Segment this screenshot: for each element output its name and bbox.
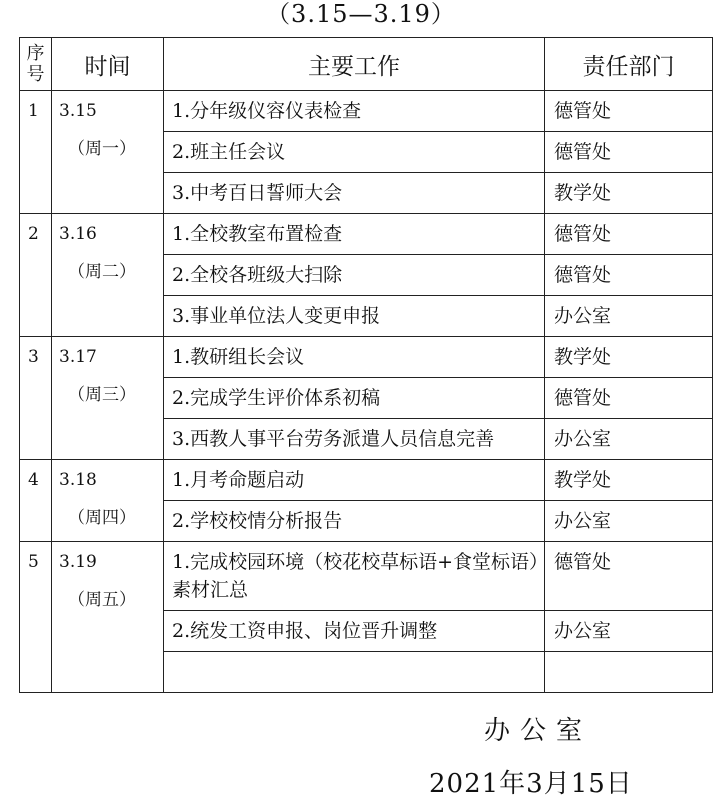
header-work: 主要工作	[164, 38, 545, 91]
footer-date: 2021年3月15日	[429, 769, 633, 799]
task-department: 德管处	[545, 214, 713, 255]
task-text: 2.学校校情分析报告	[164, 501, 545, 542]
day-time-cell	[52, 542, 164, 693]
task-department: 教学处	[545, 337, 713, 378]
task-department: 办公室	[545, 296, 713, 337]
day-date: 3.15	[59, 101, 97, 121]
weekly-schedule-table	[19, 37, 713, 693]
day-weekday: （周四）	[68, 508, 136, 528]
task-text: 3.事业单位法人变更申报	[164, 296, 545, 337]
table-row	[20, 542, 713, 611]
header-time: 时间	[52, 38, 164, 91]
schedule-body	[20, 91, 713, 693]
day-time-cell	[52, 460, 164, 542]
day-date: 3.19	[59, 552, 97, 572]
task-department: 教学处	[545, 173, 713, 214]
schedule-title: （3.15—3.19）	[266, 0, 456, 28]
table-row	[20, 337, 713, 378]
task-text: 2.完成学生评价体系初稿	[164, 378, 545, 419]
day-weekday: （周三）	[68, 385, 136, 405]
day-time-cell	[52, 214, 164, 337]
day-number: 2	[20, 214, 52, 337]
task-text: 1.全校教室布置检查	[164, 214, 545, 255]
task-text: 2.全校各班级大扫除	[164, 255, 545, 296]
header-dept: 责任部门	[545, 38, 713, 91]
day-date: 3.16	[59, 224, 97, 244]
task-text: 1.分年级仪容仪表检查	[164, 91, 545, 132]
day-weekday: （周一）	[68, 139, 136, 159]
table-row	[20, 91, 713, 132]
task-department: 教学处	[545, 460, 713, 501]
day-weekday: （周五）	[68, 590, 136, 610]
task-text: 2.统发工资申报、岗位晋升调整	[164, 611, 545, 652]
header-seq: 序号	[20, 38, 52, 91]
task-department: 办公室	[545, 611, 713, 652]
task-department: 办公室	[545, 501, 713, 542]
task-text: 1.教研组长会议	[164, 337, 545, 378]
task-text: 3.中考百日誓师大会	[164, 173, 545, 214]
day-time-cell	[52, 91, 164, 214]
day-weekday: （周二）	[68, 262, 136, 282]
table-row	[20, 214, 713, 255]
table-row	[20, 460, 713, 501]
task-department: 办公室	[545, 419, 713, 460]
task-text: 2.班主任会议	[164, 132, 545, 173]
day-number: 3	[20, 337, 52, 460]
task-department	[545, 652, 713, 693]
day-date: 3.18	[59, 470, 97, 490]
day-number: 4	[20, 460, 52, 542]
table-header-row	[20, 38, 713, 91]
task-department: 德管处	[545, 132, 713, 173]
task-department: 德管处	[545, 378, 713, 419]
task-text: 1.完成校园环境（校花校草标语+食堂标语）素材汇总	[164, 542, 545, 611]
day-number: 1	[20, 91, 52, 214]
day-date: 3.17	[59, 347, 97, 367]
task-text: 1.月考命题启动	[164, 460, 545, 501]
day-number: 5	[20, 542, 52, 693]
task-department: 德管处	[545, 542, 713, 611]
task-department: 德管处	[545, 91, 713, 132]
task-text	[164, 652, 545, 693]
footer-office: 办公室	[484, 716, 593, 746]
task-text: 3.西教人事平台劳务派遣人员信息完善	[164, 419, 545, 460]
day-time-cell	[52, 337, 164, 460]
task-department: 德管处	[545, 255, 713, 296]
